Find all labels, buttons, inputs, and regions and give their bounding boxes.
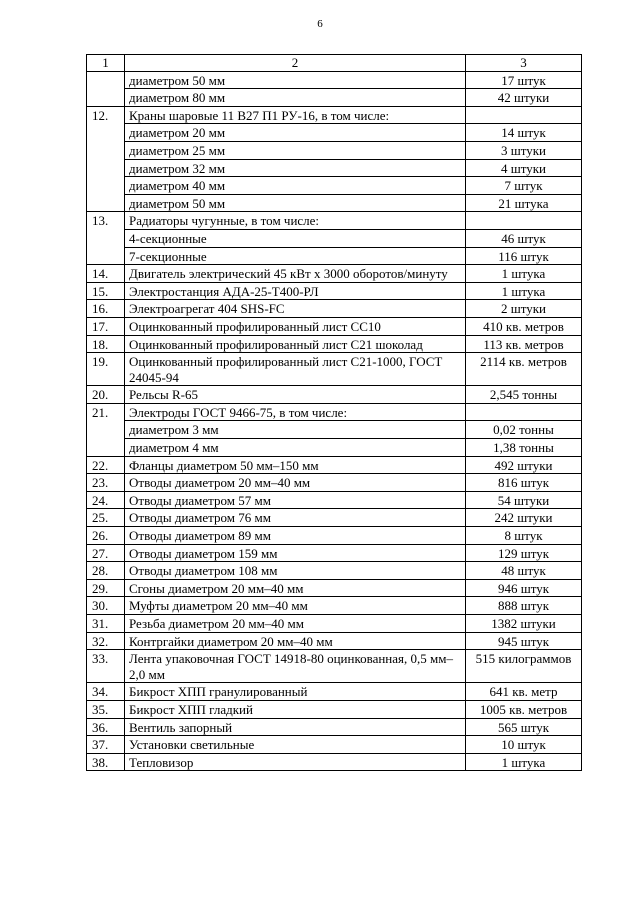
item-quantity <box>466 403 582 421</box>
table-row <box>87 597 582 615</box>
item-quantity: 46 штук <box>466 229 582 247</box>
table-row <box>87 718 582 736</box>
row-number: 30. <box>87 597 125 615</box>
item-quantity: 3 штуки <box>466 141 582 159</box>
item-name: Бикрост ХПП гранулированный <box>125 683 466 701</box>
item-name: диаметром 25 мм <box>125 141 466 159</box>
item-quantity: 54 штуки <box>466 491 582 509</box>
item-name: Отводы диаметром 89 мм <box>125 527 466 545</box>
item-quantity: 116 штук <box>466 247 582 265</box>
item-quantity: 17 штук <box>466 71 582 89</box>
row-number: 28. <box>87 562 125 580</box>
item-quantity: 1 штука <box>466 265 582 283</box>
items-table <box>86 54 582 771</box>
row-number: 23. <box>87 474 125 492</box>
item-name: 4-секционные <box>125 229 466 247</box>
row-number: 36. <box>87 718 125 736</box>
item-name: диаметром 50 мм <box>125 194 466 212</box>
item-name: Рельсы R-65 <box>125 386 466 404</box>
row-number: 33. <box>87 650 125 683</box>
item-name: диаметром 20 мм <box>125 124 466 142</box>
table-row <box>87 736 582 754</box>
table-row <box>87 474 582 492</box>
item-quantity: 1 штука <box>466 753 582 771</box>
item-quantity: 565 штук <box>466 718 582 736</box>
column-header-number: 1 <box>87 55 125 72</box>
item-name: диаметром 40 мм <box>125 177 466 195</box>
row-number <box>87 177 125 195</box>
item-name: 7-секционные <box>125 247 466 265</box>
item-quantity <box>466 106 582 124</box>
table-row <box>87 562 582 580</box>
table-body <box>87 55 582 771</box>
row-number <box>87 421 125 439</box>
item-name: Тепловизор <box>125 753 466 771</box>
table-subrow <box>87 71 582 89</box>
item-name: диаметром 80 мм <box>125 89 466 107</box>
item-name: Электроагрегат 404 SHS-FC <box>125 300 466 318</box>
item-quantity: 129 штук <box>466 544 582 562</box>
item-quantity: 1,38 тонны <box>466 439 582 457</box>
row-number: 12. <box>87 106 125 124</box>
item-quantity: 0,02 тонны <box>466 421 582 439</box>
row-number: 19. <box>87 353 125 386</box>
row-number: 32. <box>87 632 125 650</box>
table-subrow <box>87 421 582 439</box>
item-quantity: 42 штуки <box>466 89 582 107</box>
item-quantity: 8 штук <box>466 527 582 545</box>
item-name: Двигатель электрический 45 кВт х 3000 оборотов/минуту <box>125 265 466 283</box>
column-header-name: 2 <box>125 55 466 72</box>
table-subrow <box>87 159 582 177</box>
row-number: 18. <box>87 335 125 353</box>
item-name: Сгоны диаметром 20 мм–40 мм <box>125 579 466 597</box>
item-name: Оцинкованный профилированный лист С21 шоколад <box>125 335 466 353</box>
item-name: Фланцы диаметром 50 мм–150 мм <box>125 456 466 474</box>
item-quantity: 515 килограммов <box>466 650 582 683</box>
row-number <box>87 439 125 457</box>
row-number: 37. <box>87 736 125 754</box>
table-subrow <box>87 194 582 212</box>
item-name: Электростанция АДА-25-Т400-РЛ <box>125 282 466 300</box>
item-quantity: 4 штуки <box>466 159 582 177</box>
table-row <box>87 456 582 474</box>
item-name: Краны шаровые 11 В27 П1 РУ-16, в том числе: <box>125 106 466 124</box>
table-row <box>87 579 582 597</box>
item-quantity: 21 штука <box>466 194 582 212</box>
row-number: 24. <box>87 491 125 509</box>
row-number <box>87 124 125 142</box>
table-subrow <box>87 177 582 195</box>
item-name: Установки светильные <box>125 736 466 754</box>
item-name: Вентиль запорный <box>125 718 466 736</box>
table-row <box>87 700 582 718</box>
row-number: 34. <box>87 683 125 701</box>
table-row <box>87 650 582 683</box>
row-number: 17. <box>87 317 125 335</box>
item-name: Отводы диаметром 76 мм <box>125 509 466 527</box>
table-header-row <box>87 55 582 72</box>
row-number <box>87 71 125 89</box>
item-name: Бикрост ХПП гладкий <box>125 700 466 718</box>
table-subrow <box>87 124 582 142</box>
item-quantity: 7 штук <box>466 177 582 195</box>
item-name: Радиаторы чугунные, в том числе: <box>125 212 466 230</box>
item-quantity: 10 штук <box>466 736 582 754</box>
row-number: 15. <box>87 282 125 300</box>
item-quantity: 888 штук <box>466 597 582 615</box>
table-subrow <box>87 89 582 107</box>
row-number <box>87 141 125 159</box>
table-row <box>87 282 582 300</box>
row-number: 27. <box>87 544 125 562</box>
item-quantity: 410 кв. метров <box>466 317 582 335</box>
item-name: Резьба диаметром 20 мм–40 мм <box>125 615 466 633</box>
row-number <box>87 89 125 107</box>
item-quantity <box>466 212 582 230</box>
row-number: 20. <box>87 386 125 404</box>
row-number: 16. <box>87 300 125 318</box>
item-quantity: 492 штуки <box>466 456 582 474</box>
table-row <box>87 491 582 509</box>
row-number: 26. <box>87 527 125 545</box>
item-name: диаметром 32 мм <box>125 159 466 177</box>
table-row <box>87 509 582 527</box>
table-subrow <box>87 141 582 159</box>
item-quantity: 2114 кв. метров <box>466 353 582 386</box>
row-number: 21. <box>87 403 125 421</box>
row-number: 13. <box>87 212 125 230</box>
item-quantity: 1382 штуки <box>466 615 582 633</box>
item-quantity: 113 кв. метров <box>466 335 582 353</box>
item-name: Муфты диаметром 20 мм–40 мм <box>125 597 466 615</box>
item-quantity: 2,545 тонны <box>466 386 582 404</box>
item-name: диаметром 4 мм <box>125 439 466 457</box>
row-number: 22. <box>87 456 125 474</box>
table-row <box>87 615 582 633</box>
table-row <box>87 335 582 353</box>
table-subrow <box>87 229 582 247</box>
table-row <box>87 386 582 404</box>
item-name: диаметром 50 мм <box>125 71 466 89</box>
row-number: 25. <box>87 509 125 527</box>
table-row <box>87 527 582 545</box>
table-row <box>87 632 582 650</box>
row-number <box>87 247 125 265</box>
item-name: Оцинкованный профилированный лист СС10 <box>125 317 466 335</box>
table-row <box>87 544 582 562</box>
page-number: 6 <box>317 18 323 30</box>
column-header-quantity: 3 <box>466 55 582 72</box>
item-quantity: 1005 кв. метров <box>466 700 582 718</box>
table-row <box>87 403 582 421</box>
item-name: Отводы диаметром 57 мм <box>125 491 466 509</box>
table-row <box>87 353 582 386</box>
row-number: 31. <box>87 615 125 633</box>
item-quantity: 945 штук <box>466 632 582 650</box>
table-subrow <box>87 439 582 457</box>
table-row <box>87 300 582 318</box>
item-quantity: 1 штука <box>466 282 582 300</box>
item-name: Отводы диаметром 20 мм–40 мм <box>125 474 466 492</box>
item-quantity: 816 штук <box>466 474 582 492</box>
row-number: 14. <box>87 265 125 283</box>
row-number: 29. <box>87 579 125 597</box>
table-row <box>87 317 582 335</box>
row-number <box>87 194 125 212</box>
table-row <box>87 683 582 701</box>
item-quantity: 946 штук <box>466 579 582 597</box>
table-row <box>87 753 582 771</box>
row-number: 38. <box>87 753 125 771</box>
table-row <box>87 265 582 283</box>
table-row <box>87 106 582 124</box>
item-quantity: 48 штук <box>466 562 582 580</box>
table-subrow <box>87 247 582 265</box>
item-name: Отводы диаметром 108 мм <box>125 562 466 580</box>
item-quantity: 2 штуки <box>466 300 582 318</box>
item-name: Контргайки диаметром 20 мм–40 мм <box>125 632 466 650</box>
row-number: 35. <box>87 700 125 718</box>
table-row <box>87 212 582 230</box>
item-quantity: 242 штуки <box>466 509 582 527</box>
item-name: Оцинкованный профилированный лист С21-1000, ГОСТ 24045-94 <box>125 353 466 386</box>
row-number <box>87 159 125 177</box>
item-name: Отводы диаметром 159 мм <box>125 544 466 562</box>
row-number <box>87 229 125 247</box>
item-quantity: 641 кв. метр <box>466 683 582 701</box>
item-name: Лента упаковочная ГОСТ 14918-80 оцинкованная, 0,5 мм–2,0 мм <box>125 650 466 683</box>
item-name: Электроды ГОСТ 9466-75, в том числе: <box>125 403 466 421</box>
item-name: диаметром 3 мм <box>125 421 466 439</box>
item-quantity: 14 штук <box>466 124 582 142</box>
